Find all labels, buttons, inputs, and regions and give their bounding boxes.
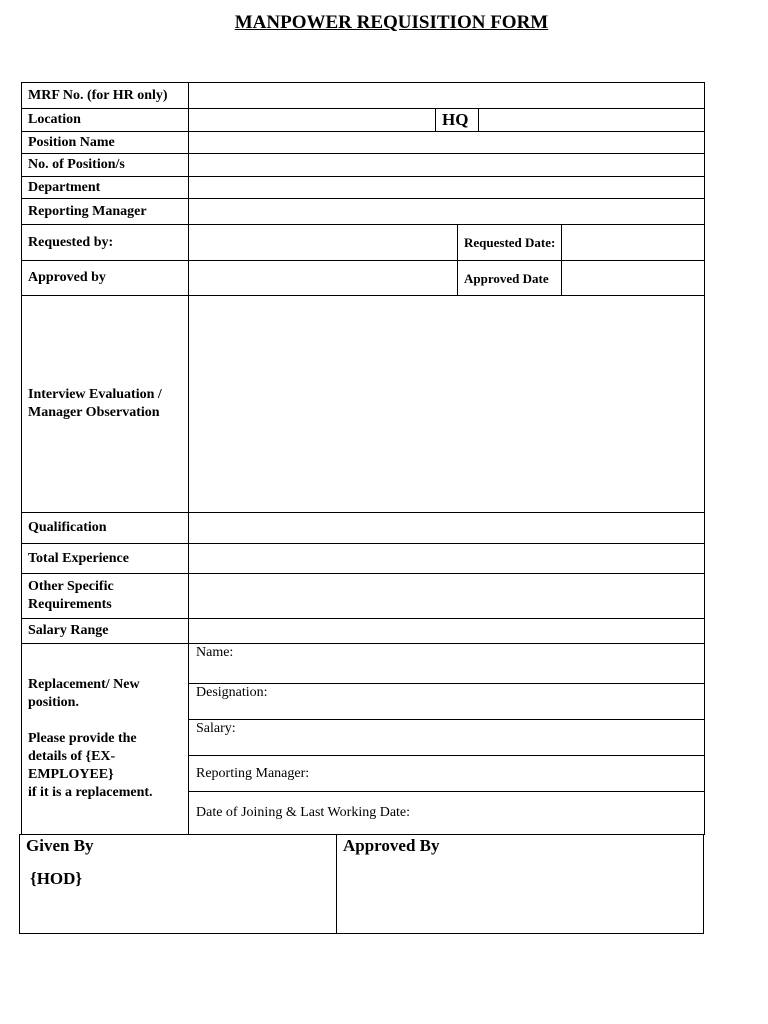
given-by-label: Given By — [26, 836, 94, 855]
interview-evaluation-field[interactable] — [189, 296, 704, 512]
approved-by-label: Approved by — [28, 270, 106, 285]
other-requirements-field[interactable] — [189, 574, 704, 618]
total-experience-field[interactable] — [189, 544, 704, 573]
other-requirements-label: Other Specific Requirements — [28, 579, 114, 612]
hq-field[interactable] — [479, 109, 704, 131]
replacement-position-label: Replacement/ New position. — [28, 677, 140, 710]
requested-date-label: Requested Date: — [464, 235, 556, 250]
location-label: Location — [28, 112, 81, 127]
position-name-label: Position Name — [28, 134, 115, 150]
replacement-details-label: Please provide the details of {EX-EMPLOYEE} if it is a replacement. — [28, 731, 153, 800]
approved-by-signature-field[interactable] — [337, 860, 703, 933]
location-field[interactable] — [189, 109, 435, 131]
salary-range-label: Salary Range — [28, 623, 109, 638]
ex-employee-dates-field[interactable]: Date of Joining & Last Working Date: — [196, 805, 411, 820]
interview-evaluation-label: Interview Evaluation / Manager Observation — [28, 387, 162, 420]
department-label: Department — [28, 179, 101, 195]
no-of-positions-field[interactable] — [189, 154, 704, 176]
qualification-field[interactable] — [189, 513, 704, 543]
mrf-no-label: MRF No. (for HR only) — [28, 87, 168, 103]
requested-date-field[interactable] — [562, 225, 704, 260]
approved-date-label: Approved Date — [464, 270, 549, 286]
ex-employee-designation-field[interactable]: Designation: — [196, 685, 268, 700]
total-experience-label: Total Experience — [28, 550, 129, 566]
ex-employee-salary-field[interactable]: Salary: — [196, 721, 236, 736]
qualification-label: Qualification — [28, 520, 107, 535]
hod-label: {HOD} — [30, 869, 83, 888]
department-field[interactable] — [189, 177, 704, 198]
form-title: MANPOWER REQUISITION FORM — [234, 12, 549, 33]
ex-employee-name-field[interactable]: Name: — [196, 645, 234, 660]
ex-employee-reporting-manager-field[interactable]: Reporting Manager: — [196, 765, 310, 781]
requested-by-label: Requested by: — [28, 234, 114, 250]
given-by-signature-field[interactable] — [20, 890, 335, 933]
reporting-manager-label: Reporting Manager — [28, 203, 147, 219]
reporting-manager-field[interactable] — [189, 199, 704, 224]
approved-date-field[interactable] — [562, 261, 704, 295]
no-of-positions-label: No. of Position/s — [28, 157, 125, 172]
approved-by-field[interactable] — [189, 261, 457, 295]
requested-by-field[interactable] — [189, 225, 457, 260]
replacement-label-block — [22, 676, 188, 816]
mrf-no-field[interactable] — [189, 83, 704, 108]
salary-range-field[interactable] — [189, 619, 704, 643]
position-name-field[interactable] — [189, 132, 704, 153]
approved-by-signoff-label: Approved By — [343, 836, 440, 855]
hq-label: HQ — [442, 110, 469, 129]
